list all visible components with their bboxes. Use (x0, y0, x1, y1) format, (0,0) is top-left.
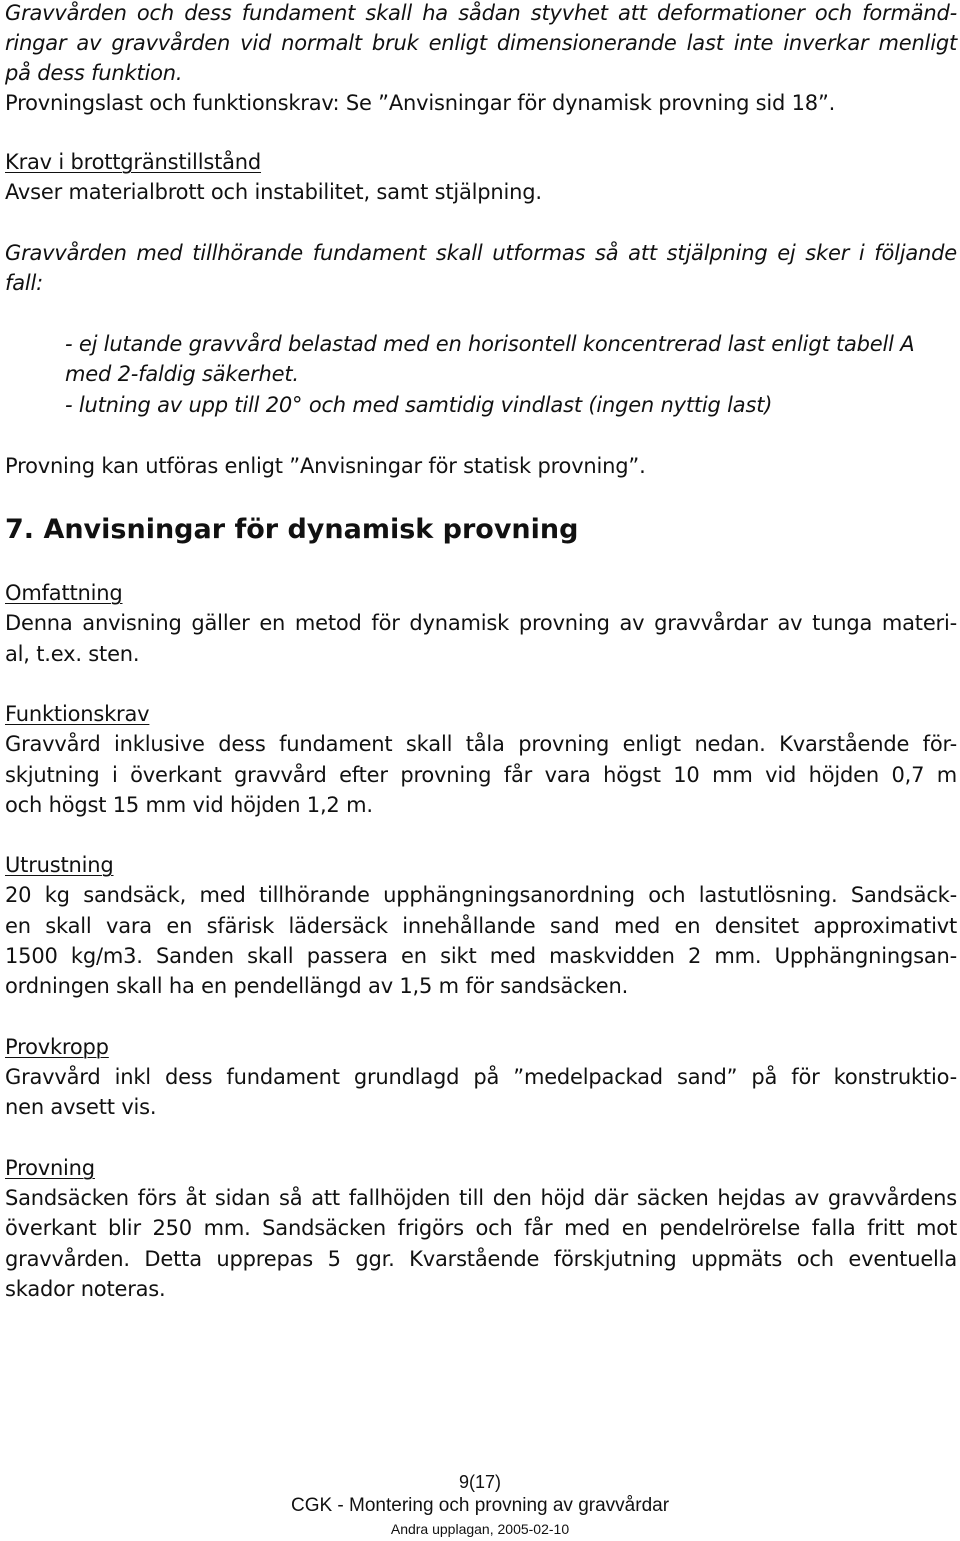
brott-case-2: - lutning av upp till 20° och med samtidig vindlast (ingen nyttig last) (65, 393, 773, 417)
intro-line-2: ringar av gravvården vid normalt bruk enligt dimensionerande last inte inverkar menligt (5, 31, 957, 55)
brott-intro-line-1: Gravvården med tillhörande fundament skall utformas så att stjälpning ej sker i följande (5, 241, 957, 265)
provkropp-line-1: Gravvård inkl dess fundament grundlagd på ”medelpackad sand” på för konstruktio- (5, 1065, 957, 1089)
footer-title: CGK - Montering och provning av gravvårdar (290, 1495, 670, 1516)
utrustning-line-2: en skall vara en sfärisk lädersäck innehållande sand med en densitet approximativt (5, 914, 957, 938)
brott-heading: Krav i brottgränstillstånd (5, 150, 262, 174)
section-7-heading: 7. Anvisningar för dynamisk provning (5, 514, 579, 545)
provning-note: Provning kan utföras enligt ”Anvisningar för statisk provning”. (5, 454, 646, 478)
utrustning-line-4: ordningen skall ha en pendellängd av 1,5 m för sandsäcken. (5, 974, 629, 998)
provningslast-text: Provningslast och funktionskrav: Se ”Anvisningar för dynamisk provning sid 18”. (5, 91, 836, 115)
provning-line-3: gravvården. Detta upprepas 5 ggr. Kvarstående förskjutning uppmäts och eventuella (5, 1247, 957, 1271)
utrustning-heading: Utrustning (5, 853, 114, 877)
brott-intro-line-2: fall: (5, 271, 44, 295)
footer-edition: Andra upplagan, 2005-02-10 (390, 1521, 570, 1537)
provkropp-line-2: nen avsett vis. (5, 1095, 157, 1119)
funktionskrav-line-1: Gravvård inklusive dess fundament skall tåla provning enligt nedan. Kvarstående för- (5, 732, 957, 756)
page-number: 9(17) (458, 1472, 502, 1492)
brott-case-1: - ej lutande gravvård belastad med en horisontell koncentrerad last enligt tabell A (65, 332, 915, 356)
brott-case-1-cont: med 2-faldig säkerhet. (65, 362, 299, 386)
provning-line-2: överkant blir 250 mm. Sandsäcken frigörs och får med en pendelrörelse falla fritt mot (5, 1216, 957, 1240)
funktionskrav-heading: Funktionskrav (5, 702, 150, 726)
provning-line-4: skador noteras. (5, 1277, 166, 1301)
omfattning-line-1: Denna anvisning gäller en metod för dynamisk provning av gravvårdar av tunga materi- (5, 611, 957, 635)
provkropp-heading: Provkropp (5, 1035, 109, 1059)
utrustning-line-3: 1500 kg/m3. Sanden skall passera en sikt med maskvidden 2 mm. Upphängningsan- (5, 944, 957, 968)
brott-text: Avser materialbrott och instabilitet, samt stjälpning. (5, 180, 542, 204)
provning-heading: Provning (5, 1156, 95, 1180)
funktionskrav-line-2: skjutning i överkant gravvård efter provning får vara högst 10 mm vid höjden 0,7 m (5, 763, 957, 787)
provning-line-1: Sandsäcken förs åt sidan så att fallhöjden till den höjd där säcken hejdas av gravvårdens (5, 1186, 957, 1210)
utrustning-line-1: 20 kg sandsäck, med tillhörande upphängningsanordning och lastutlösning. Sandsäck- (5, 883, 957, 907)
omfattning-heading: Omfattning (5, 581, 123, 605)
funktionskrav-line-3: och högst 15 mm vid höjden 1,2 m. (5, 793, 373, 817)
intro-line-1: Gravvården och dess fundament skall ha sådan styvhet att deformationer och formänd- (5, 1, 957, 25)
intro-line-3: på dess funktion. (5, 61, 183, 85)
omfattning-line-2: al, t.ex. sten. (5, 642, 140, 666)
